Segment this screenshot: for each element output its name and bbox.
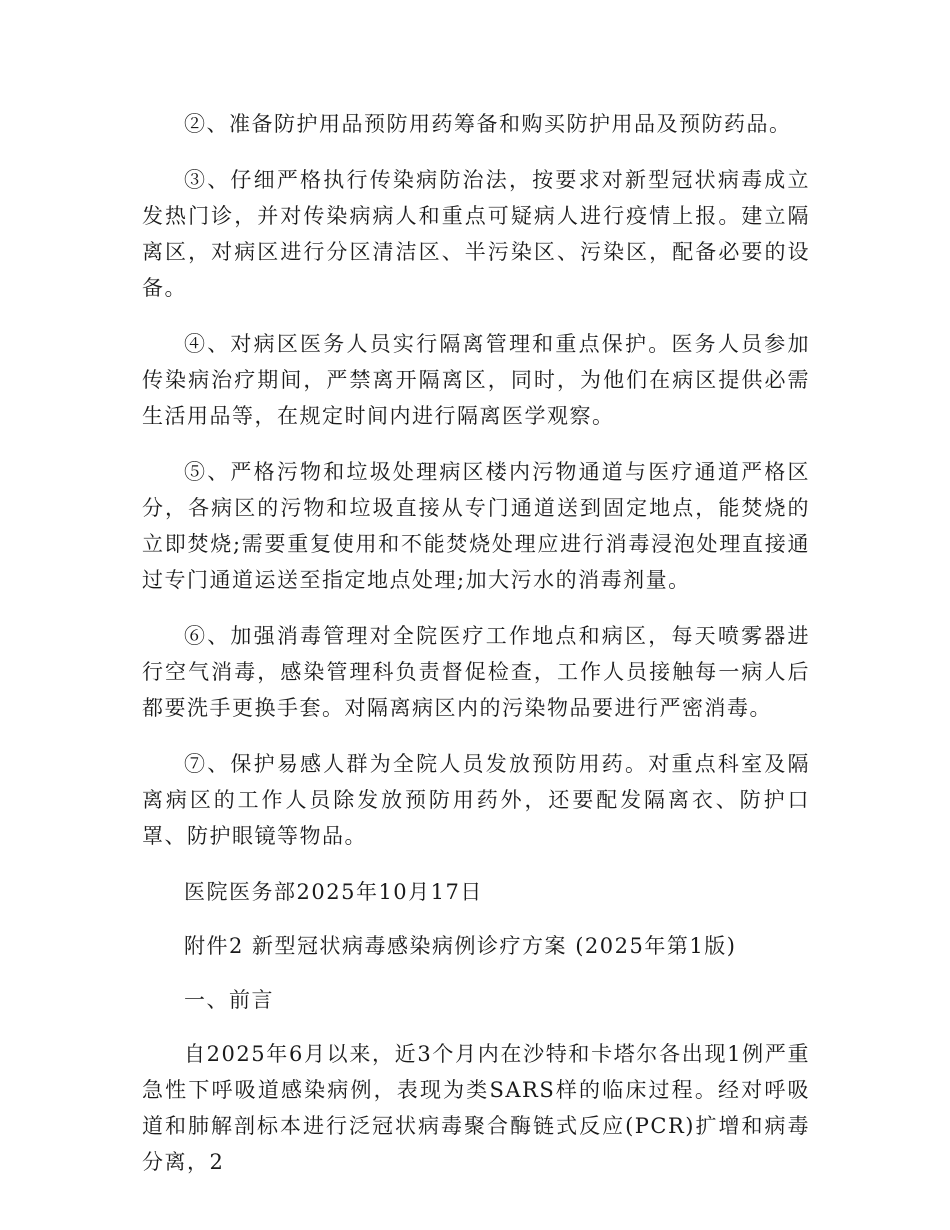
- section-heading-preface: 一、前言: [184, 988, 274, 1012]
- paragraph-disinfection: ⑥、加强消毒管理对全院医疗工作地点和病区，每天喷雾器进行空气消毒，感染管理科负责督促检查，工作人员接触每一病人后都要洗手更换手套。对隔离病区内的污染物品要进行严密消毒。: [142, 624, 810, 720]
- paragraph-preface-body: 自2025年6月以来，近3个月内在沙特和卡塔尔各出现1例严重急性下呼吸道感染病例，表现为类SARS样的临床过程。经对呼吸道和肺解剖标本进行泛冠状病毒聚合酶链式反应(PCR)扩增和病毒分离，2: [142, 1042, 810, 1174]
- paragraph-staff-isolation: ④、对病区医务人员实行隔离管理和重点保护。医务人员参加传染病治疗期间，严禁离开隔离区，同时，为他们在病区提供必需生活用品等，在规定时间内进行隔离医学观察。: [142, 332, 810, 428]
- signature-date-line: 医院医务部2025年10月17日: [184, 880, 483, 904]
- paragraph-waste-handling: ⑤、严格污物和垃圾处理病区楼内污物通道与医疗通道严格区分，各病区的污物和垃圾直接从专门通道送到固定地点，能焚烧的立即焚烧;需要重复使用和不能焚烧处理应进行消毒浸泡处理直接通过专门通道运送至指定地点处理;加大污水的消毒剂量。: [142, 460, 810, 592]
- paragraph-susceptible-protection: ⑦、保护易感人群为全院人员发放预防用药。对重点科室及隔离病区的工作人员除发放预防用药外，还要配发隔离衣、防护口罩、防护眼镜等物品。: [142, 752, 810, 848]
- paragraph-fever-clinic: ③、仔细严格执行传染病防治法，按要求对新型冠状病毒成立发热门诊，并对传染病病人和重点可疑病人进行疫情上报。建立隔离区，对病区进行分区清洁区、半污染区、污染区，配备必要的设备。: [142, 168, 810, 300]
- paragraph-protective-supplies: ②、准备防护用品预防用药筹备和购买防护用品及预防药品。: [184, 112, 792, 136]
- attachment-title: 附件2 新型冠状病毒感染病例诊疗方案 (2025年第1版): [184, 934, 737, 958]
